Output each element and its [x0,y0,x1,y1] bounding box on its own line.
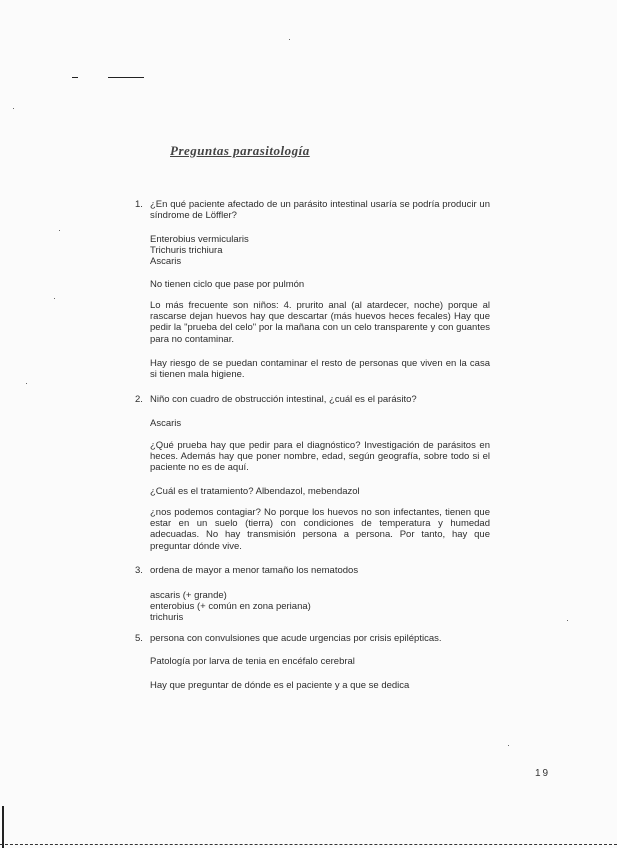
answer-note: ¿nos podemos contagiar? No porque los huevos no son infectantes, tienen que estar en un suelo (tierra) con condiciones de temperatura y humedad adecuadas. No hay transmisión persona a persona. Por tanto, hay que preguntar dónde vive. [150,507,490,552]
answer-note: Hay riesgo de se puedan contaminar el resto de personas que viven en la casa si tienen mala higiene. [150,358,490,381]
speck [59,230,60,231]
list-item: Trichuris trichiura [150,245,223,257]
answer-note: ¿Qué prueba hay que pedir para el diagnóstico? Investigación de parásitos en heces. Además hay que poner nombre, edad, según geografía, sobre todo si el paciente no es de aquí. [150,440,490,474]
speck [508,745,509,746]
page-title: Preguntas parasitología [170,143,310,158]
top-rule [108,77,144,78]
question-number: 1. [135,199,143,210]
question-number: 2. [135,394,143,405]
speck [26,383,27,384]
question-number: 3. [135,565,143,576]
question-text: persona con convulsiones que acude urgencias por crisis epilépticas. [150,633,442,644]
answer-list [150,590,490,624]
answer-note: No tienen ciclo que pase por pulmón [150,279,305,290]
list-item: Enterobius vermicularis [150,234,249,245]
answer-note: Ascaris [150,418,182,429]
question-text: ordena de mayor a menor tamaño los nematodos [150,565,359,576]
list-item: trichuris [150,612,184,624]
question-text: Niño con cuadro de obstrucción intestinal, ¿cuál es el parásito? [150,394,417,405]
answer-note: Lo más frecuente son niños: 4. prurito anal (al atardecer, noche) porque al rascarse dejan huevos hay que descartar (más huevos heces fecales) Hay que pedir la "prueba del celo" por la mañana con un celo transparente y con guantes para no contaminar. [150,300,490,345]
list-item: ascaris (+ grande) [150,590,227,601]
question-number: 5. [135,633,143,644]
page-number: 19 [535,768,551,779]
answer-note: Hay que preguntar de dónde es el paciente y a que se dedica [150,680,410,691]
list-item: Ascaris [150,256,182,268]
list-item: enterobius (+ común en zona periana) [150,601,311,613]
answer-list [150,234,490,268]
answer-note: ¿Cuál es el tratamiento? Albendazol, mebendazol [150,486,360,497]
speck [567,620,568,621]
scan-edge-mark [2,806,4,848]
question-text: ¿En qué paciente afectado de un parásito intestinal usaría se podría producir un síndrome de Löffler? [150,199,490,222]
speck [54,298,55,299]
speck [289,39,290,40]
speck [13,108,14,109]
bottom-cut-line [0,844,617,845]
top-short-mark [72,77,78,78]
answer-note: Patología por larva de tenia en encéfalo cerebral [150,656,355,667]
